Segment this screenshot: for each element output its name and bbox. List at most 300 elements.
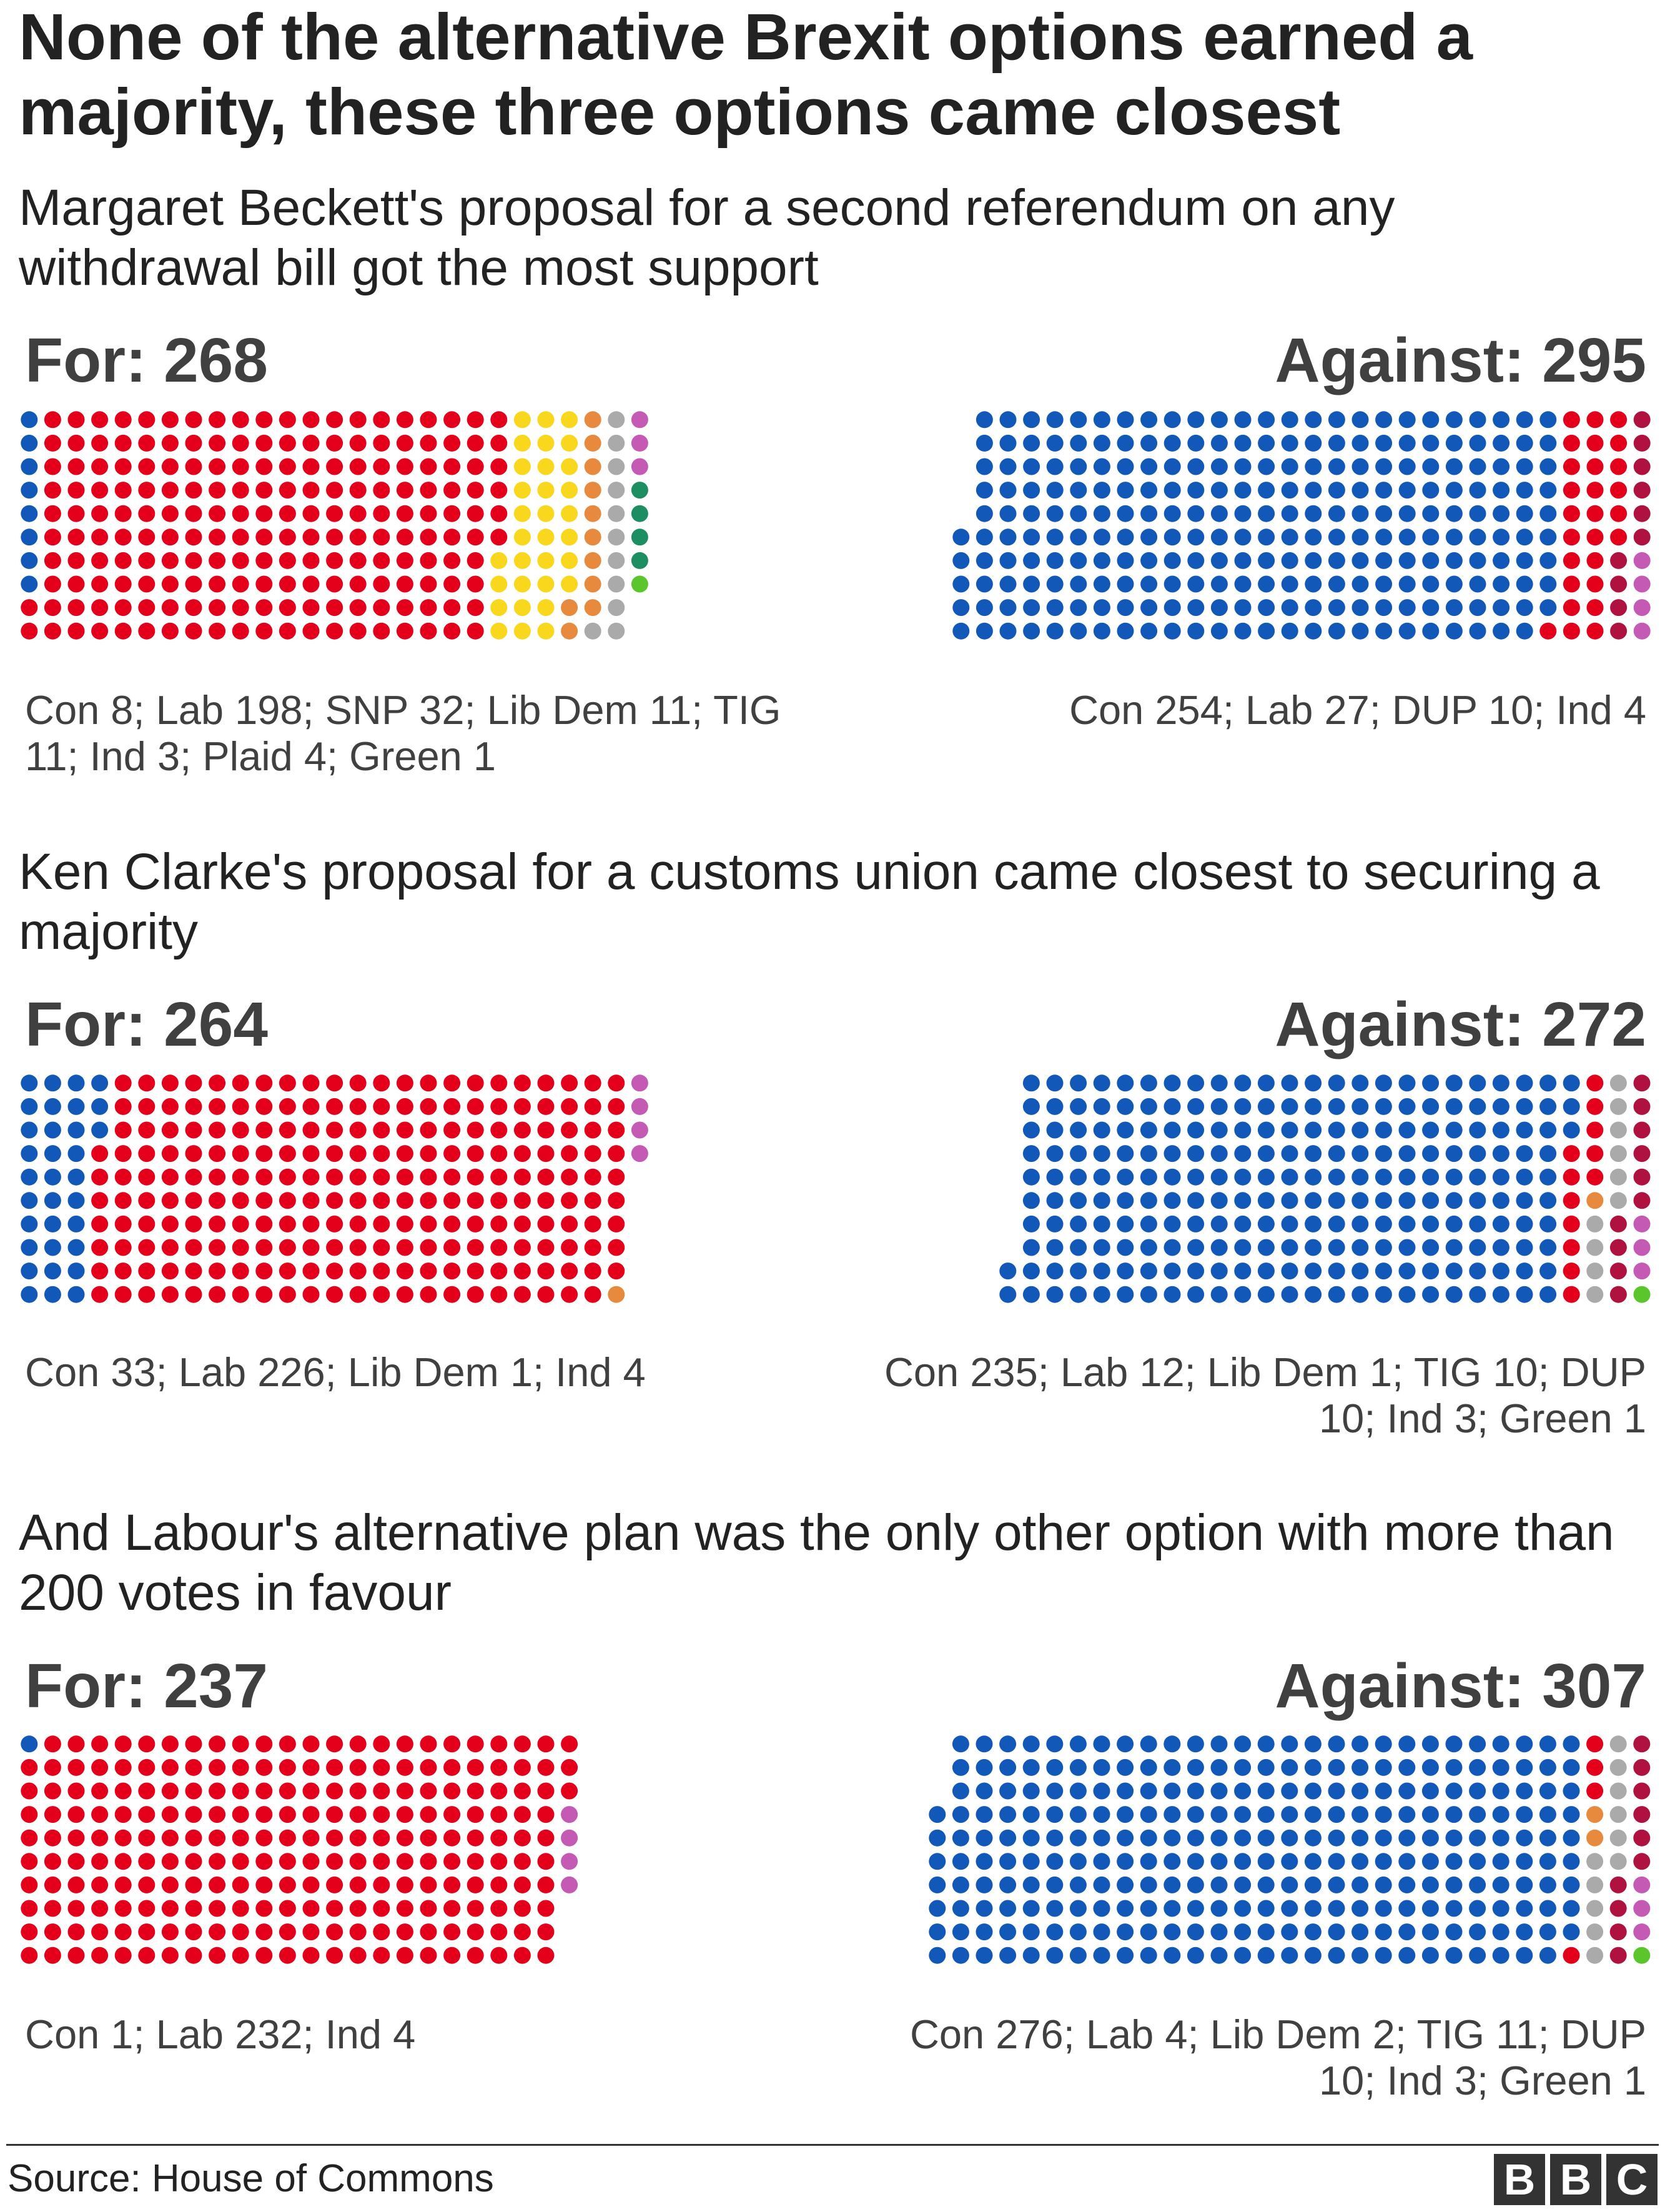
vote-dot-con: [1305, 1286, 1322, 1303]
vote-dot-lab: [44, 459, 61, 475]
vote-dot-con: [21, 1735, 37, 1752]
vote-dot-con: [1070, 411, 1087, 428]
vote-dot-con: [1493, 1239, 1509, 1256]
vote-dot-lab: [279, 528, 296, 545]
vote-dot-lab: [21, 1806, 37, 1823]
vote-dot-lab: [67, 1877, 84, 1893]
vote-dot-lab: [232, 505, 249, 522]
vote-dot-lab: [537, 1830, 554, 1847]
vote-dot-con: [1375, 1074, 1392, 1091]
vote-dot-con: [1282, 1098, 1298, 1115]
vote-dot-con: [1211, 1145, 1228, 1162]
vote-dot-lab: [1586, 1759, 1603, 1776]
vote-dot-con: [1516, 623, 1533, 640]
vote-dot-con: [1117, 576, 1134, 593]
vote-dot-lab: [115, 459, 132, 475]
vote-dot-con: [1258, 1239, 1275, 1256]
vote-dot-lab: [162, 623, 179, 640]
against-party-breakdown: Con 276; Lab 4; Lib Dem 2; TIG 11; DUP 10; Ind 3; Green 1: [909, 2011, 1646, 2103]
vote-dot-lab: [115, 1900, 132, 1917]
vote-dot-lab: [279, 1239, 296, 1256]
vote-dot-con: [1164, 1853, 1181, 1870]
vote-dot-lab: [255, 1923, 272, 1940]
vote-dot-con: [1140, 552, 1157, 569]
vote-dot-con: [1094, 1853, 1110, 1870]
vote-dot-dup: [1634, 1145, 1651, 1162]
vote-dot-lab: [443, 411, 460, 428]
vote-dot-lab: [302, 1806, 319, 1823]
vote-dot-lab: [67, 1806, 84, 1823]
vote-dot-con: [44, 1169, 61, 1186]
vote-dot-ind: [1634, 552, 1651, 569]
vote-dot-lab: [537, 1262, 554, 1279]
vote-dot-con: [1140, 411, 1157, 428]
vote-dot-lab: [1587, 505, 1604, 522]
vote-dot-lab: [91, 1735, 108, 1752]
vote-dot-con: [1187, 1947, 1204, 1964]
vote-dot-lab: [255, 1853, 272, 1870]
vote-dot-con: [1446, 1877, 1463, 1893]
vote-dot-lab: [585, 1216, 601, 1232]
vote-dot-con: [1234, 1286, 1251, 1303]
vote-dot-con: [1070, 1122, 1087, 1139]
vote-dot-con: [1446, 1216, 1463, 1232]
vote-dot-tig: [1610, 1830, 1627, 1847]
vote-dot-con: [21, 482, 37, 498]
vote-dot-lab: [467, 1145, 484, 1162]
vote-dot-lab: [255, 482, 272, 498]
vote-dot-lab: [115, 1145, 132, 1162]
vote-dot-con: [67, 1145, 84, 1162]
vote-dot-lab: [44, 528, 61, 545]
vote-dot-con: [1516, 1735, 1533, 1752]
vote-dot-lab: [162, 1074, 179, 1091]
vote-dot-lab: [490, 1216, 507, 1232]
vote-dot-tig: [1586, 1286, 1603, 1303]
vote-dot-lab: [537, 1145, 554, 1162]
vote-dot-lab: [537, 1923, 554, 1940]
vote-dot-lab: [232, 1239, 249, 1256]
vote-dot-lab: [185, 528, 202, 545]
vote-dot-con: [1539, 1806, 1556, 1823]
vote-dot-con: [1375, 1806, 1392, 1823]
vote-dot-con: [1140, 482, 1157, 498]
vote-dot-lab: [185, 1830, 202, 1847]
vote-dot-lab: [138, 1098, 155, 1115]
vote-dot-lab: [397, 482, 413, 498]
vote-dot-dup: [1634, 1735, 1651, 1752]
vote-dot-lab: [21, 1923, 37, 1940]
vote-dot-con: [91, 1074, 108, 1091]
vote-dot-con: [976, 1900, 993, 1917]
vote-dot-con: [1023, 1947, 1040, 1964]
vote-dot-con: [1446, 1239, 1463, 1256]
vote-dot-lab: [537, 1806, 554, 1823]
vote-dot-con: [1305, 1877, 1322, 1893]
vote-dot-con: [1282, 1286, 1298, 1303]
vote-dot-lab: [232, 459, 249, 475]
vote-dot-con: [1140, 576, 1157, 593]
vote-dot-con: [1117, 623, 1134, 640]
vote-dot-con: [1493, 1759, 1509, 1776]
vote-dot-lab: [302, 435, 319, 452]
vote-dot-lab: [185, 1877, 202, 1893]
vote-dot-con: [1235, 528, 1252, 545]
vote-dot-lab: [232, 1947, 249, 1964]
vote-dot-con: [1164, 1759, 1181, 1776]
vote-dot-con: [976, 1923, 993, 1940]
vote-dot-con: [1375, 482, 1392, 498]
vote-dot-lab: [1586, 1074, 1603, 1091]
vote-dot-lab: [209, 1122, 225, 1139]
vote-dot-con: [1539, 435, 1556, 452]
vote-dot-con: [1023, 599, 1040, 616]
vote-dot-con: [1211, 1923, 1228, 1940]
vote-dot-con: [1470, 459, 1486, 475]
vote-dot-con: [1375, 576, 1392, 593]
vote-dot-lab: [115, 1098, 132, 1115]
vote-dot-lab: [443, 1759, 460, 1776]
vote-dot-lab: [91, 411, 108, 428]
vote-dot-con: [1282, 599, 1298, 616]
vote-dot-con: [1328, 1900, 1345, 1917]
vote-dot-con: [1282, 482, 1298, 498]
vote-dot-con: [1375, 1169, 1392, 1186]
vote-dot-lib-dem: [1586, 1830, 1603, 1847]
vote-dot-con: [1117, 1192, 1134, 1209]
vote-dot-tig: [1586, 1923, 1603, 1940]
vote-dot-con: [952, 1877, 969, 1893]
vote-dot-lab: [185, 1239, 202, 1256]
vote-dot-lab: [162, 1192, 179, 1209]
vote-dot-con: [1399, 528, 1416, 545]
vote-dot-lab: [373, 1947, 390, 1964]
vote-dot-lab: [185, 411, 202, 428]
vote-dot-con: [1235, 459, 1252, 475]
vote-dot-lab: [467, 1830, 484, 1847]
vote-dot-lab: [44, 411, 61, 428]
vote-dot-con: [1328, 505, 1345, 522]
vote-dot-dup: [1634, 1806, 1651, 1823]
vote-dot-lab: [44, 1900, 61, 1917]
vote-dot-con: [1070, 1735, 1087, 1752]
vote-dot-dup: [1610, 1262, 1627, 1279]
vote-dot-con: [1211, 1947, 1228, 1964]
vote-dot-lab: [467, 1262, 484, 1279]
vote-dot-lab: [91, 482, 108, 498]
vote-dot-lab: [255, 1239, 272, 1256]
vote-dot-con: [1470, 505, 1486, 522]
vote-dot-dup: [1610, 1947, 1627, 1964]
vote-dot-lab: [138, 1735, 155, 1752]
vote-dot-con: [1094, 1192, 1110, 1209]
vote-dot-con: [1094, 623, 1110, 640]
vote-dot-lab: [115, 1853, 132, 1870]
vote-dot-con: [1493, 552, 1509, 569]
vote-dot-con: [1446, 1122, 1463, 1139]
vote-dot-lab: [467, 1759, 484, 1776]
vote-dot-con: [1563, 1098, 1580, 1115]
vote-dot-lab: [91, 1947, 108, 1964]
vote-dot-con: [1446, 1830, 1463, 1847]
for-waffle: [16, 1731, 582, 1968]
vote-dot-lab: [67, 552, 84, 569]
vote-dot-lab: [326, 1900, 343, 1917]
vote-dot-con: [999, 1900, 1016, 1917]
vote-dot-lab: [232, 482, 249, 498]
vote-dot-con: [1211, 459, 1228, 475]
vote-dot-con: [1399, 1098, 1416, 1115]
vote-dot-lab: [443, 1806, 460, 1823]
vote-dot-lab: [420, 1098, 437, 1115]
vote-dot-lab: [279, 1877, 296, 1893]
vote-dot-lab: [373, 552, 390, 569]
vote-dot-lab: [138, 411, 155, 428]
vote-dot-con: [1493, 1783, 1509, 1800]
vote-dot-lab: [537, 1947, 554, 1964]
vote-dot-lab: [537, 1900, 554, 1917]
vote-dot-lab: [185, 1192, 202, 1209]
vote-dot-lab: [21, 599, 37, 616]
vote-dot-lab: [1586, 1169, 1603, 1186]
vote-dot-lab: [537, 1239, 554, 1256]
vote-dot-lab: [350, 1830, 367, 1847]
vote-dot-con: [1047, 528, 1064, 545]
vote-dot-lab: [67, 505, 84, 522]
vote-dot-lab: [209, 1830, 225, 1847]
vote-dot-lab: [326, 1098, 343, 1115]
vote-dot-con: [1258, 435, 1275, 452]
vote-dot-con: [21, 1074, 37, 1091]
vote-dot-lab: [185, 459, 202, 475]
vote-dot-con: [1516, 1098, 1533, 1115]
vote-dot-lab: [1563, 435, 1580, 452]
vote-dot-lab: [279, 1074, 296, 1091]
vote-dot-con: [1117, 1900, 1134, 1917]
vote-dot-con: [1539, 1239, 1556, 1256]
vote-dot-lab: [209, 1759, 225, 1776]
vote-dot-lab: [1610, 528, 1627, 545]
vote-dot-lab: [514, 1286, 531, 1303]
vote-dot-lab: [1563, 1286, 1580, 1303]
vote-dot-lab: [91, 1759, 108, 1776]
vote-dot-lab: [1587, 435, 1604, 452]
vote-dot-con: [1117, 599, 1134, 616]
vote-dot-con: [1469, 1806, 1486, 1823]
vote-dot-green: [631, 575, 648, 592]
vote-dot-con: [976, 459, 993, 475]
vote-dot-con: [1070, 1169, 1087, 1186]
vote-dot-con: [1539, 1923, 1556, 1940]
vote-dot-con: [1117, 1098, 1134, 1115]
vote-dot-con: [1422, 1900, 1439, 1917]
vote-dot-lab: [467, 1783, 484, 1800]
vote-dot-lab: [420, 1783, 437, 1800]
vote-dot-lab: [255, 435, 272, 452]
vote-dot-con: [1187, 411, 1204, 428]
vote-dot-ind: [1634, 1923, 1651, 1940]
vote-dot-con: [1070, 552, 1087, 569]
vote-dot-con: [1235, 435, 1252, 452]
vote-dot-lab: [326, 411, 343, 428]
vote-dot-con: [1234, 1098, 1251, 1115]
vote-dot-lab: [115, 435, 132, 452]
vote-dot-con: [1117, 552, 1134, 569]
vote-dot-lab: [420, 505, 437, 522]
vote-dot-con: [1047, 1830, 1064, 1847]
vote-dot-con: [1094, 1239, 1110, 1256]
vote-dot-con: [1305, 411, 1322, 428]
vote-dot-con: [1117, 1759, 1134, 1776]
vote-dot-con: [1094, 1923, 1110, 1940]
vote-dot-con: [1164, 1098, 1181, 1115]
vote-dot-tig: [1586, 1947, 1603, 1964]
vote-dot-lab: [514, 1074, 531, 1091]
vote-dot-con: [1399, 1169, 1416, 1186]
vote-dot-con: [21, 1262, 37, 1279]
vote-dot-con: [1047, 1947, 1064, 1964]
vote-dot-con: [1117, 1145, 1134, 1162]
vote-dot-con: [1282, 1947, 1298, 1964]
vote-dot-lab: [138, 599, 155, 616]
vote-dot-lab: [397, 1074, 413, 1091]
vote-dot-lab: [490, 1262, 507, 1279]
vote-dot-lab: [420, 459, 437, 475]
vote-dot-con: [1023, 1239, 1040, 1256]
vote-dot-lab: [467, 528, 484, 545]
vote-dot-lab: [420, 1877, 437, 1893]
vote-dot-lab: [373, 1735, 390, 1752]
vote-dot-con: [1351, 1877, 1368, 1893]
vote-dot-lab: [561, 1098, 578, 1115]
vote-dot-con: [1023, 1169, 1040, 1186]
vote-dot-lab: [350, 552, 367, 569]
against-total-label: Against: 295: [1275, 325, 1646, 395]
vote-dot-con: [1117, 1947, 1134, 1964]
vote-dot-con: [1094, 1262, 1110, 1279]
vote-dot-lab: [115, 505, 132, 522]
vote-dot-tig: [1586, 1853, 1603, 1870]
vote-dot-lab: [443, 1192, 460, 1209]
vote-dot-con: [1164, 1145, 1181, 1162]
vote-dot-con: [1117, 1735, 1134, 1752]
vote-dot-con: [1305, 505, 1322, 522]
vote-dot-lab: [397, 1262, 413, 1279]
vote-dot-lab: [420, 575, 437, 592]
vote-dot-con: [1211, 623, 1228, 640]
vote-dot-con: [21, 1169, 37, 1186]
vote-dot-con: [1282, 623, 1298, 640]
vote-dot-con: [1047, 1877, 1064, 1893]
vote-dot-con: [1446, 1074, 1463, 1091]
vote-dot-lab: [443, 575, 460, 592]
vote-dot-con: [1023, 411, 1040, 428]
vote-dot-lab: [67, 1947, 84, 1964]
vote-dot-con: [1375, 623, 1392, 640]
vote-dot-con: [1422, 1192, 1439, 1209]
vote-dot-lab: [232, 1806, 249, 1823]
vote-dot-tig: [1586, 1262, 1603, 1279]
vote-dot-con: [999, 1947, 1016, 1964]
vote-dot-con: [929, 1923, 946, 1940]
vote-dot-lab: [1563, 505, 1580, 522]
vote-dot-lab: [67, 575, 84, 592]
vote-dot-lab: [373, 1877, 390, 1893]
vote-dot-lab: [443, 1947, 460, 1964]
vote-dot-lab: [91, 1192, 108, 1209]
vote-dot-lab: [326, 1192, 343, 1209]
vote-dot-con: [1211, 1830, 1228, 1847]
vote-dot-lab: [279, 435, 296, 452]
vote-dot-con: [1351, 1830, 1368, 1847]
against-total-label: Against: 307: [1275, 1651, 1646, 1721]
vote-dot-lab: [467, 1853, 484, 1870]
vote-dot-con: [1047, 1900, 1064, 1917]
vote-dot-lib-dem: [585, 411, 601, 428]
vote-dot-lab: [255, 599, 272, 616]
vote-dot-con: [952, 552, 969, 569]
vote-dot-con: [1211, 1759, 1228, 1776]
vote-dot-lab: [279, 482, 296, 498]
vote-dot-lab: [514, 1923, 531, 1940]
vote-dot-lab: [185, 1216, 202, 1232]
vote-dot-lab: [326, 1286, 343, 1303]
vote-dot-dup: [1634, 1830, 1651, 1847]
vote-dot-con: [1187, 1783, 1204, 1800]
vote-dot-con: [1305, 576, 1322, 593]
vote-dot-con: [1516, 1877, 1533, 1893]
vote-dot-lab: [162, 1830, 179, 1847]
vote-dot-con: [1352, 435, 1369, 452]
vote-dot-lib-dem: [1586, 1192, 1603, 1209]
vote-dot-con: [952, 1900, 969, 1917]
vote-dot-con: [1047, 1806, 1064, 1823]
vote-dot-con: [1422, 552, 1439, 569]
vote-dot-con: [1516, 1900, 1533, 1917]
vote-dot-lab: [537, 1169, 554, 1186]
vote-dot-tig: [608, 435, 625, 452]
vote-dot-con: [1375, 1122, 1392, 1139]
vote-dot-ind: [631, 1145, 648, 1162]
vote-dot-con: [1328, 1145, 1345, 1162]
vote-dot-con: [1422, 482, 1439, 498]
vote-dot-dup: [1634, 435, 1651, 452]
vote-dot-snp: [514, 575, 531, 592]
vote-dot-con: [1094, 1122, 1110, 1139]
vote-dot-con: [976, 411, 993, 428]
vote-dot-con: [1539, 1877, 1556, 1893]
vote-dot-lab: [91, 1239, 108, 1256]
vote-dot-con: [1258, 1074, 1275, 1091]
vote-dot-lab: [115, 1239, 132, 1256]
vote-dot-con: [1305, 599, 1322, 616]
vote-dot-con: [1516, 528, 1533, 545]
against-party-breakdown: Con 235; Lab 12; Lib Dem 1; TIG 10; DUP 10; Ind 3; Green 1: [884, 1349, 1646, 1441]
vote-dot-con: [1047, 435, 1064, 452]
vote-dot-lab: [420, 482, 437, 498]
vote-dot-con: [1375, 411, 1392, 428]
vote-dot-con: [1234, 1759, 1251, 1776]
vote-dot-con: [1234, 1169, 1251, 1186]
vote-dot-con: [1164, 1877, 1181, 1893]
vote-dot-con: [44, 1216, 61, 1232]
vote-dot-lab: [302, 1122, 319, 1139]
vote-dot-lab: [608, 1262, 625, 1279]
vote-dot-lab: [561, 1286, 578, 1303]
vote-dot-con: [1047, 576, 1064, 593]
vote-dot-lab: [514, 1098, 531, 1115]
vote-dot-lab: [91, 1877, 108, 1893]
